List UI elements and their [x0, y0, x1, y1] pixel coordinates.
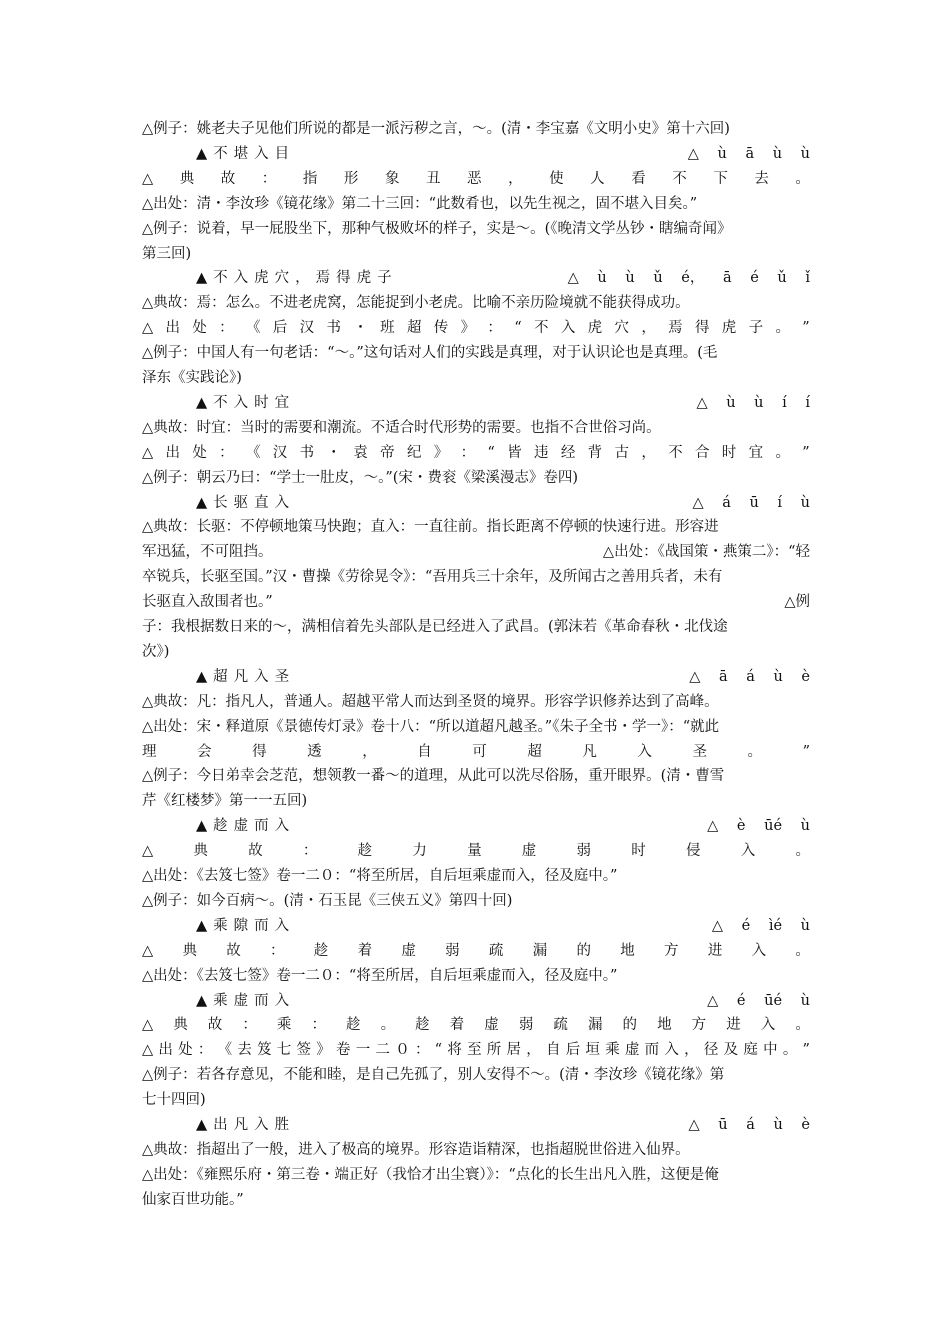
idiom-pinyin: △ é ìé ù: [711, 917, 810, 934]
text-line: △出处：《雍熙乐府・第三卷・端正好（我恰才出尘寰）》：“点化的长生出凡入胜，这便是俺: [142, 1166, 719, 1183]
idiom-title: ▲乘隙而入: [196, 917, 296, 934]
text-line: △出处：《去笈七签》卷一二０：“将至所居，自后垣乘虚而入，径及庭中。”: [142, 967, 618, 984]
text-line: △例子：姚老夫子见他们所说的都是一派污秽之言，～。(清・李宝嘉《文明小史》第十六回): [142, 121, 730, 137]
idiom-title: ▲不入时宜: [196, 394, 296, 411]
idiom-pinyin: △ ā á ù è: [689, 668, 810, 685]
text-line: 子：我根据数日来的～，满相信着先头部队是已经进入了武昌。(郭沫若《革命春秋・北伐途: [142, 619, 728, 635]
text-line: △出处：清・李汝珍《镜花缘》第二十三回：“此数肴也，以先生视之，固不堪入目矣。”: [142, 195, 698, 212]
text-line: △ 典 故 ： 趁 着 虚 弱 疏 漏 的 地 方 进 入 。: [142, 942, 810, 959]
idiom-heading: [142, 491, 810, 515]
text-line: △出处：《去笈七签》卷一二０：“将至所居，自后垣乘虚而入，径及庭中。”: [142, 868, 618, 884]
idiom-pinyin: △ ū á ù è: [688, 1117, 810, 1133]
text-line: △ 出 处 ： 《 后 汉 书 ・ 班 超 传 》 ： “ 不 入 虎 穴 ， 焉 得 虎 子 。 ”: [142, 320, 810, 337]
text-line: △ 典 故 ： 乘 ： 趁 。 趁 着 虚 弱 疏 漏 的 地 方 进 入 。: [142, 1017, 810, 1034]
idiom-heading: [142, 814, 810, 838]
text-line: 第三回): [142, 245, 192, 262]
idiom-title: ▲趁虚而入: [196, 818, 296, 835]
line-text-right: △例: [784, 594, 810, 611]
idiom-heading: [142, 142, 810, 166]
text-line: △典故：时宜：当时的需要和潮流。不适合时代形势的需要。也指不合世俗习尚。: [142, 419, 661, 436]
idiom-pinyin: △ ù ù í í: [696, 394, 810, 411]
text-line: △典故：指超出了一般，进入了极高的境界。形容造诣精深，也指超脱世俗进入仙界。: [142, 1141, 690, 1158]
text-line: △ 出 处 ： 《 去 笈 七 签 》 卷 一 二 ０ ： “ 将 至 所 居 ， 自 后 垣 乘 虚 而 入 ， 径 及 庭 中 。 ”: [142, 1042, 810, 1059]
idiom-title: ▲出凡入胜: [196, 1117, 296, 1133]
idiom-heading: [142, 1113, 810, 1137]
text-line: 芹《红楼梦》第一一五回): [142, 793, 308, 810]
text-line: 仙家百世功能。”: [142, 1191, 244, 1208]
text-line: 卒锐兵，长驱至国。”汉・曹操《劳徐晃令》：“吾用兵三十余年，及所闻古之善用兵者，未有: [142, 569, 723, 586]
text-line: △典故：焉：怎么。不进老虎窝，怎能捉到小老虎。比喻不亲历险境就不能获得成功。: [142, 295, 690, 312]
text-line: [142, 540, 810, 564]
idiom-heading: [142, 266, 810, 290]
line-text: 军迅猛，不可阻挡。: [142, 544, 273, 561]
text-line: △典故：长驱：不停顿地策马快跑；直入：一直往前。指长距离不停顿的快速行进。形容进: [142, 519, 719, 536]
text-line: [142, 590, 810, 614]
text-line: △ 典 故 ： 指 形 象 丑 恶 ， 使 人 看 不 下 去 。: [142, 170, 810, 187]
idiom-pinyin: △ á ū í ù: [692, 494, 810, 511]
text-line: △例子：中国人有一句老话：“～。”这句话对人们的实践是真理，对于认识论也是真理。(毛: [142, 345, 718, 362]
text-line: △例子：朝云乃曰：“学士一肚皮，～。”(宋・费衮《梁溪漫志》卷四): [142, 469, 579, 486]
idiom-pinyin: △ é ūé ù: [707, 992, 810, 1009]
idiom-heading: [142, 989, 810, 1013]
text-line: △典故：凡：指凡人，普通人。超越平常人而达到圣贤的境界。形容学识修养达到了高峰。: [142, 693, 719, 710]
text-line: 七十四回): [142, 1092, 206, 1109]
idiom-pinyin: △ ù ù ǔ é， ā é ǔ ǐ: [567, 270, 810, 287]
text-line: △出处：宋・释道原《景德传灯录》卷十八：“所以道超凡越圣。”《朱子全书・学一》：“就此: [142, 718, 720, 735]
text-line: 泽东《实践论》): [142, 370, 242, 386]
idiom-pinyin: △ ù ā ù ù: [687, 145, 810, 162]
idiom-title: ▲不堪入目: [196, 145, 296, 162]
text-line: △例子：说着，早一屁股坐下，那种气极败坏的样子，实是～。(《晚清文学丛钞・瞎编奇闻》: [142, 220, 732, 237]
idiom-heading: [142, 665, 810, 689]
text-line: △例子：今日弟幸会芝范，想领教一番～的道理，从此可以洗尽俗肠，重开眼界。(清・曹雪: [142, 768, 725, 785]
idiom-heading: [142, 914, 810, 938]
text-line: 次》): [142, 643, 170, 660]
idiom-title: ▲乘虚而入: [196, 992, 296, 1009]
text-line: △ 典 故 ： 趁 力 量 虚 弱 时 侵 入 。: [142, 843, 810, 860]
text-line: △例子：如今百病～。(清・石玉昆《三侠五义》第四十回): [142, 892, 513, 909]
idiom-heading: [142, 391, 810, 415]
idiom-title: ▲超凡入圣: [196, 668, 296, 685]
line-text-right: △出处：《战国策・燕策二》：“轻: [602, 544, 810, 561]
idiom-title: ▲长驱直入: [196, 494, 296, 511]
line-text: 长驱直入敌围者也。”: [142, 594, 273, 611]
text-line: △ 出 处 ： 《 汉 书 ・ 袁 帝 纪 》 ： “ 皆 违 经 背 古 ， 不 合 时 宜 。 ”: [142, 444, 810, 461]
text-line: 理 会 得 透 ， 自 可 超 凡 入 圣 。 ”: [142, 743, 810, 760]
text-line: △例子：若各存意见，不能和睦，是自己先孤了，别人安得不～。(清・李汝珍《镜花缘》第: [142, 1067, 725, 1084]
idiom-pinyin: △ è ūé ù: [707, 818, 810, 835]
idiom-title: ▲不入虎穴，焉得虎子: [196, 270, 398, 287]
